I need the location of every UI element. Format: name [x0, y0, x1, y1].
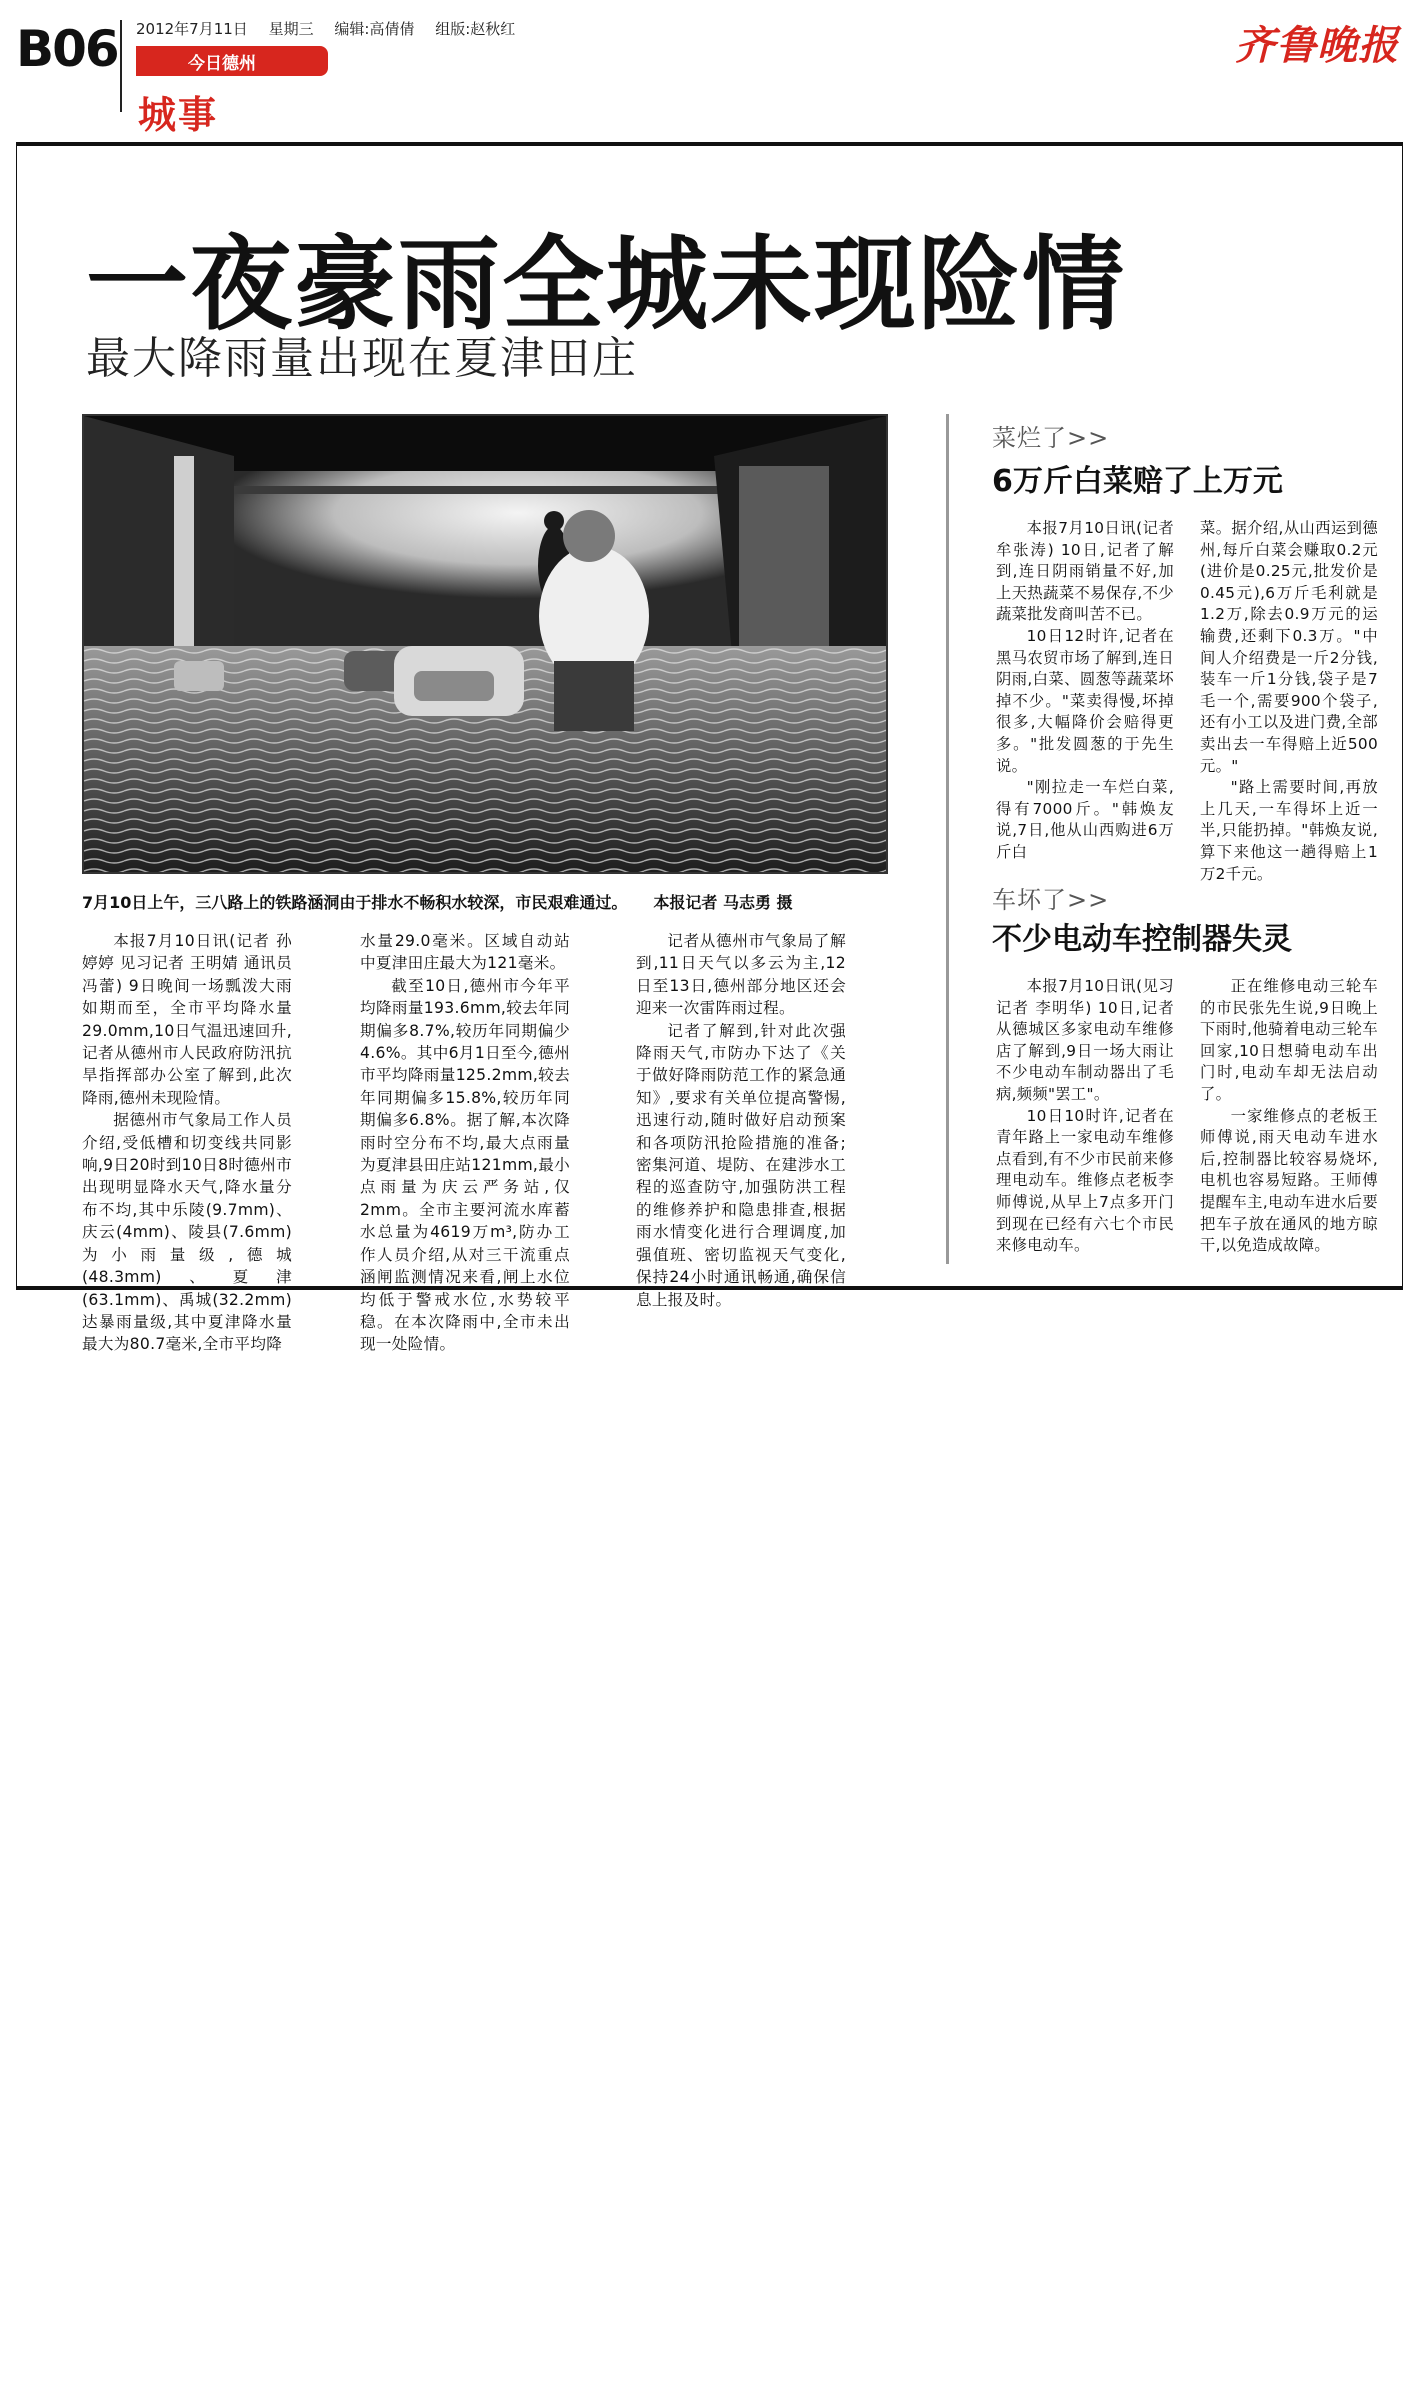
- caption-text: 7月10日上午，三八路上的铁路涵洞由于排水不畅积水较深，市民艰难通过。: [82, 893, 628, 912]
- masthead-divider: [120, 20, 122, 112]
- news-photo: [82, 414, 888, 874]
- paragraph: "路上需要时间,再放上几天,一车得坏上近一半,只能扔掉。"韩焕友说,算下来他这一趟得赔上1万2千元。: [1200, 778, 1378, 883]
- issue-meta: [136, 18, 531, 39]
- paragraph: 本报7月10日讯(记者 孙婷婷 见习记者 王明婧 通讯员 冯蕾) 9日晚间一场瓢泼大雨如期而至，全市平均降水量29.0mm,10日气温迅速回升,记者从德州市人民政府防汛抗旱指挥部办公室了解到,此次降雨,德州未现险情。: [82, 932, 292, 1107]
- page-number: B06: [16, 20, 118, 78]
- editor-credit: 编辑:高倩倩: [334, 20, 415, 38]
- layout-credit: 组版:赵秋红: [435, 20, 516, 38]
- main-story-column-2: [360, 930, 570, 1356]
- paragraph: 一家维修点的老板王师傅说,雨天电动车进水后,控制器比较容易烧坏,电机也容易短路。王师傅提醒车主,电动车进水后要把车子放在通风的地方晾干,以免造成故障。: [1200, 1106, 1378, 1255]
- main-story-column-1: [82, 930, 292, 1356]
- paragraph: 水量29.0毫米。区域自动站中夏津田庄最大为121毫米。: [360, 932, 570, 973]
- sidebar-divider: [946, 414, 949, 1264]
- flooded-tunnel-image: [84, 416, 886, 872]
- main-subheadline: 最大降雨量出现在夏津田庄: [86, 333, 638, 384]
- main-headline: 一夜豪雨全城未现险情: [86, 226, 1126, 345]
- side-story-1-kicker: 菜烂了>>: [992, 424, 1110, 452]
- side-story-2-column-1: [996, 976, 1174, 1257]
- side-story-2-kicker: 车坏了>>: [992, 886, 1110, 914]
- photo-caption: [82, 890, 888, 913]
- main-story-column-3: [636, 930, 846, 1311]
- paragraph: 菜。据介绍,从山西运到德州,每斤白菜会赚取0.2元(进价是0.25元,批发价是0.45元),6万斤毛利就是1.2万,除去0.9万元的运输费,还剩下0.3万。"中间人介绍费是一斤2分钱,装车一斤1分钱,袋子是7毛一个,需要900个袋子,还有小工以及进门费,全部卖出去一车得赔上近500元。": [1200, 519, 1378, 775]
- paragraph: 10日12时许,记者在黑马农贸市场了解到,连日阴雨,白菜、圆葱等蔬菜坏掉不少。"菜卖得慢,坏掉很多,大幅降价会赔得更多。"批发圆葱的于先生说。: [996, 626, 1174, 775]
- side-story-1-column-2: [1200, 518, 1378, 885]
- side-story-2-headline: 不少电动车控制器失灵: [992, 922, 1292, 957]
- paragraph: 记者了解到,针对此次强降雨天气,市防办下达了《关于做好降雨防范工作的紧急通知》,要求有关单位提高警惕,迅速行动,随时做好启动预案和各项防汛抢险措施的准备;密集河道、堤防、在建涉水工程的巡查防守,加强防洪工程的维修养护和隐患排查,根据雨水情变化进行合理调度,加强值班、密切监视天气变化,保持24小时通讯畅通,确保信息上报及时。: [636, 1021, 846, 1309]
- section-tag: 今日德州: [136, 46, 328, 76]
- masthead: [0, 0, 1417, 140]
- paragraph: 截至10日,德州市今年平均降雨量193.6mm,较去年同期偏多8.7%,较历年同期偏少4.6%。其中6月1日至今,德州市平均降雨量125.2mm,较去年同期偏多15.8%,较历年同期偏多6.8%。据了解,本次降雨时空分布不均,最大点雨量为夏津县田庄站121mm,最小点雨量为庆云严务站,仅2mm。全市主要河流水库蓄水总量为4619万m³,防办工作人员介绍,从对三干流重点涵闸监测情况来看,闸上水位均低于警戒水位,水势较平稳。在本次降雨中,全市未出现一处险情。: [360, 976, 570, 1354]
- issue-weekday: 星期三: [268, 20, 314, 38]
- section-name: 城事: [138, 93, 219, 137]
- paragraph: 据德州市气象局工作人员介绍,受低槽和切变线共同影响,9日20时到10日8时德州市出现明显降水天气,降水量分布不均,其中乐陵(9.7mm)、庆云(4mm)、陵县(7.6mm)为小雨量级,德城(48.3mm)、夏津(63.1mm)、禹城(32.2mm)达暴雨量级,其中夏津降水量最大为80.7毫米,全市平均降: [82, 1111, 292, 1354]
- side-story-1-headline: 6万斤白菜赔了上万元: [992, 464, 1283, 499]
- side-story-2-column-2: [1200, 976, 1378, 1257]
- paragraph: 本报7月10日讯(见习记者 李明华) 10日,记者从德城区多家电动车维修店了解到,9日一场大雨让不少电动车制动器出了毛病,频频"罢工"。: [996, 977, 1174, 1103]
- paragraph: 记者从德州市气象局了解到,11日天气以多云为主,12日至13日,德州部分地区还会迎来一次雷阵雨过程。: [636, 932, 846, 1018]
- issue-date: 2012年7月11日: [136, 20, 248, 38]
- paragraph: 10日10时许,记者在青年路上一家电动车维修点看到,有不少市民前来修理电动车。维修点老板李师傅说,从早上7点多开门到现在已经有六七个市民来修电动车。: [996, 1106, 1174, 1255]
- paragraph: 本报7月10日讯(记者 牟张涛) 10日,记者了解到,连日阴雨销量不好,加上天热蔬菜不易保存,不少蔬菜批发商叫苦不已。: [996, 519, 1174, 624]
- newspaper-logo: 齐鲁晚报: [1235, 22, 1399, 69]
- side-story-1-column-1: [996, 518, 1174, 864]
- paragraph: 正在维修电动三轮车的市民张先生说,9日晚上下雨时,他骑着电动三轮车回家,10日想骑电动车出门时,电动车却无法启动了。: [1200, 977, 1378, 1103]
- paragraph: "刚拉走一车烂白菜,得有7000斤。"韩焕友说,7日,他从山西购进6万斤白: [996, 778, 1174, 861]
- photo-credit: 本报记者 马志勇 摄: [653, 893, 793, 912]
